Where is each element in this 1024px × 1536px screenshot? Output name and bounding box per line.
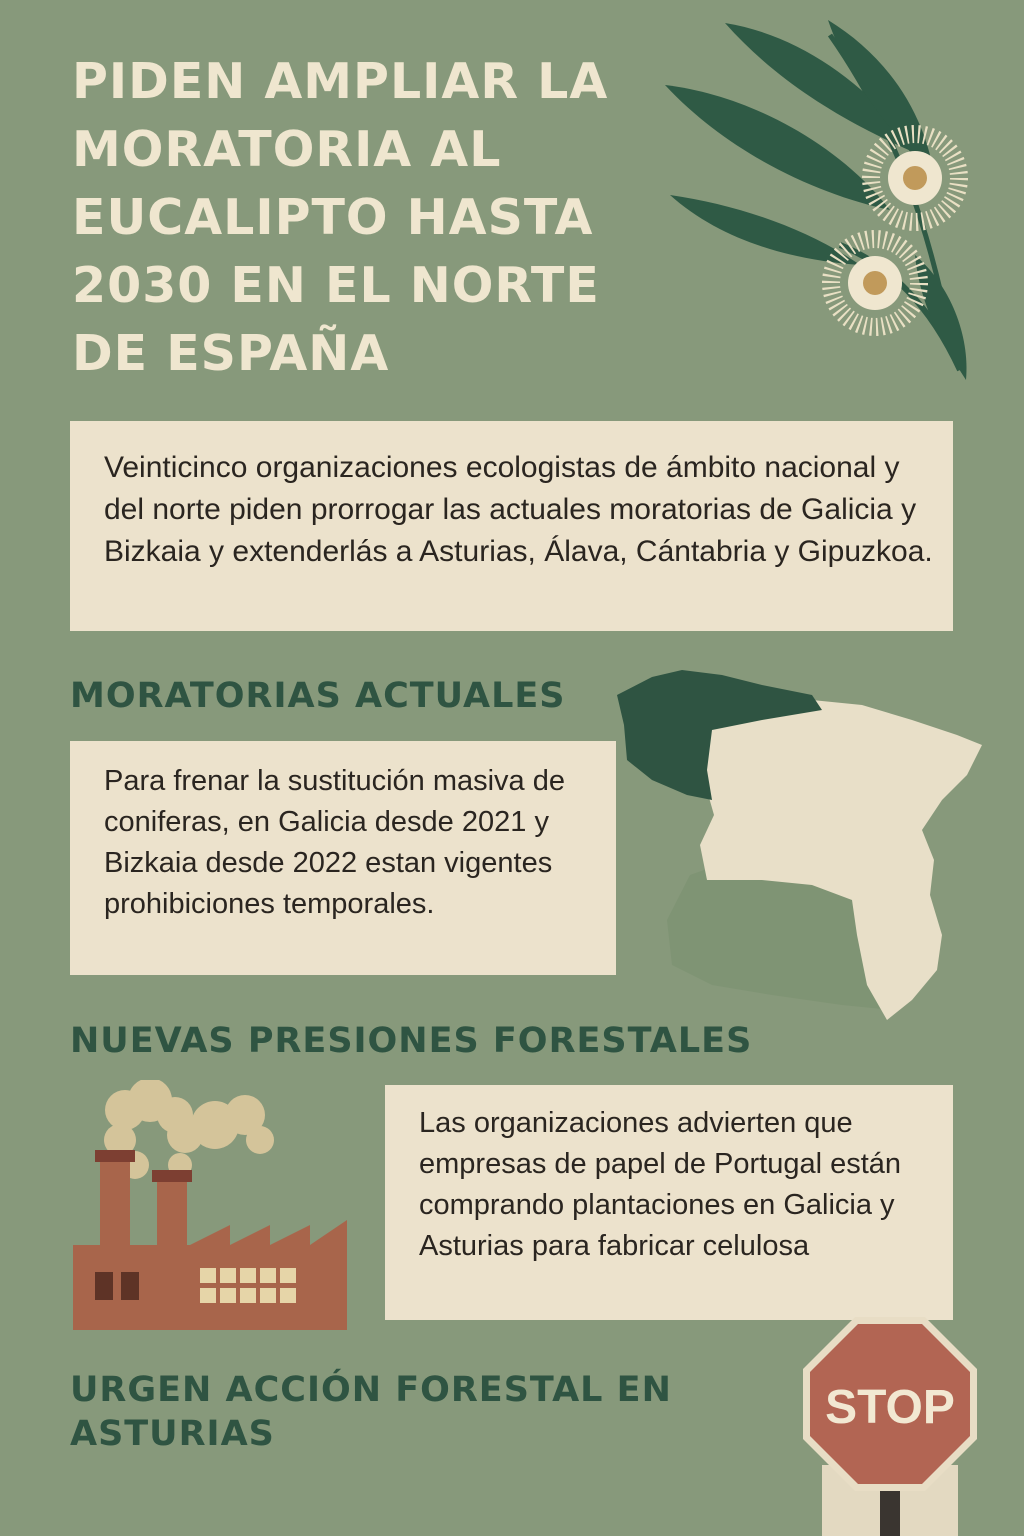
moratorias-heading: MORATORIAS ACTUALES <box>70 676 566 716</box>
eucalyptus-branch-icon <box>650 15 990 385</box>
factory-icon <box>65 1080 355 1330</box>
page-title <box>72 48 652 388</box>
stop-label: STOP <box>825 1381 955 1434</box>
presiones-heading: NUEVAS PRESIONES FORESTALES <box>70 1021 753 1061</box>
intro-text: Veinticinco organizaciones ecologistas de ámbito nacional y del norte piden prorrogar las actuales moratorias de Galicia y Bizkaia y extenderlás a Asturias, Álava, Cántabria y Gipuzkoa. <box>104 451 933 568</box>
title-line-5: DE ESPAÑA <box>72 325 390 382</box>
moratorias-box <box>70 741 616 975</box>
presiones-text: Las organizaciones advierten que empresas de papel de Portugal están comprando plantaciones en Galicia y Asturias para fabricar celulosa <box>419 1107 902 1262</box>
urgen-heading: URGEN ACCIÓN FORESTAL EN ASTURIAS <box>70 1370 672 1454</box>
title-line-4: 2030 EN EL NORTE <box>72 257 600 314</box>
moratorias-text: Para frenar la sustitución masiva de coniferas, en Galicia desde 2021 y Bizkaia desde 2022 estan vigentes prohibiciones temporales. <box>104 765 565 920</box>
title-line-2: MORATORIA AL <box>72 121 502 178</box>
spain-north-map-icon <box>612 665 1012 1025</box>
intro-box <box>70 421 953 631</box>
stop-sign-icon <box>800 1315 980 1536</box>
title-line-1: PIDEN AMPLIAR LA <box>72 53 609 110</box>
presiones-box <box>385 1085 953 1320</box>
title-line-3: EUCALIPTO HASTA <box>72 189 594 246</box>
